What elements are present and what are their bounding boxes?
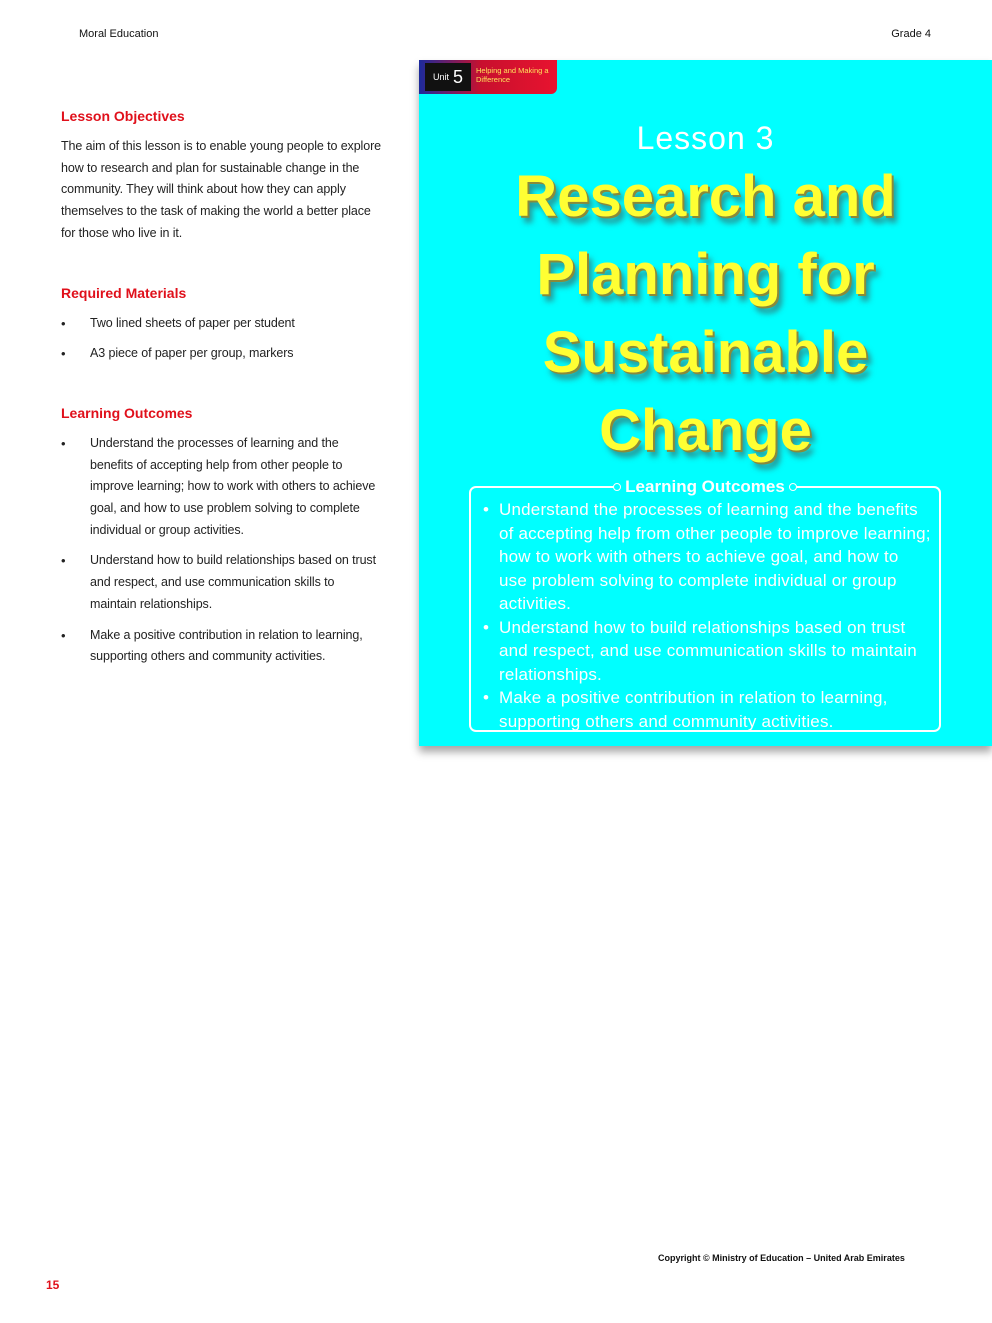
- unit-badge: [425, 63, 471, 91]
- list-item: • Understand the processes of learning and the benefits of accepting help from other people to improve learning; how to work with others to achieve goal, and how to use problem solving to complete individual or group activities.: [61, 433, 381, 542]
- poster-outcomes-heading: [471, 476, 939, 498]
- title-line: Research and: [515, 164, 896, 229]
- poster-outcomes-title: Learning Outcomes: [619, 476, 791, 498]
- list-item: • Make a positive contribution in relation to learning, supporting others and community activities.: [61, 625, 381, 668]
- outcomes-section: [61, 405, 381, 668]
- page-number: 15: [46, 1278, 60, 1292]
- list-item: • Understand how to build relationships based on trust and respect, and use communication skills to maintain relationships.: [479, 616, 931, 687]
- objectives-text: The aim of this lesson is to enable young people to explore how to research and plan for sustainable change in the community. They will think about how they can apply themselves to the task of making the world a better place for those who live in it.: [61, 139, 381, 240]
- list-item: • Understand the processes of learning and the benefits of accepting help from other people to improve learning; how to work with others to achieve goal, and how to use problem solving to complete individual or group activities.: [479, 498, 931, 616]
- list-item: • A3 piece of paper per group, markers: [61, 343, 381, 365]
- header-subject: Moral Education: [79, 28, 159, 40]
- outcomes-list: [61, 433, 381, 668]
- objectives-section: [61, 108, 381, 245]
- materials-section: [61, 285, 381, 365]
- outcomes-title: Learning Outcomes: [61, 404, 193, 421]
- objectives-title: Lesson Objectives: [61, 108, 185, 124]
- lesson-label: Lesson 3: [636, 120, 775, 156]
- unit-word: Unit: [432, 72, 449, 82]
- materials-title: Required Materials: [61, 284, 187, 301]
- lesson-poster: [419, 60, 992, 746]
- title-line: Planning for: [536, 242, 875, 307]
- list-item: • Two lined sheets of paper per student: [61, 313, 381, 335]
- title-line: Change: [599, 398, 812, 463]
- unit-title: Helping and Making a Difference: [476, 66, 549, 84]
- materials-list: [61, 313, 381, 365]
- header-grade: Grade 4: [891, 28, 931, 40]
- unit-number: 5: [453, 66, 464, 87]
- list-item: • Understand how to build relationships based on trust and respect, and use communication skills to maintain relationships.: [61, 550, 381, 615]
- copyright-notice: Copyright © Ministry of Education – United Arab Emirates: [658, 1253, 905, 1263]
- poster-title: [419, 158, 992, 470]
- title-line: Sustainable: [542, 320, 869, 385]
- list-item: • Make a positive contribution in relation to learning, supporting others and community activities.: [479, 686, 931, 733]
- lesson-notes: [61, 108, 381, 708]
- unit-tab: [419, 60, 557, 94]
- poster-outcomes-list: [471, 488, 939, 733]
- poster-outcomes-box: [469, 477, 941, 732]
